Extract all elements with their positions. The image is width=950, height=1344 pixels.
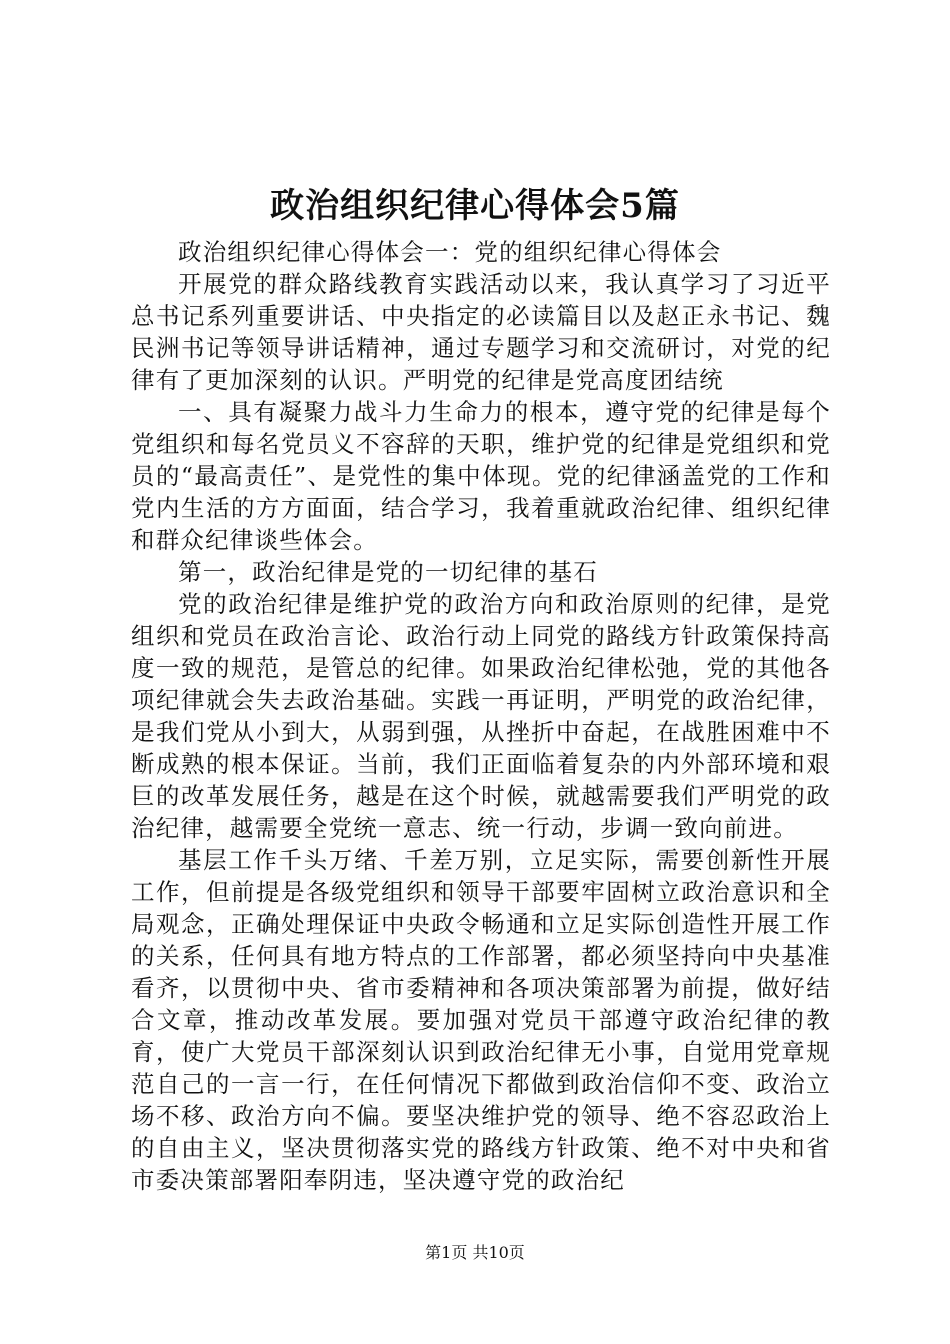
document-title: 政治组织纪律心得体会5篇 [270, 186, 680, 226]
paragraph-subtitle: 政治组织纪律心得体会一：党的组织纪律心得体会 [178, 238, 722, 266]
paragraph-grassroots-work: 基层工作千头万绪、千差万别，立足实际，需要创新性开展工作，但前提是各级党组织和领导干部要牢固树立政治意识和全局观念，正确处理保证中央政令畅通和立足实际创造性开展工作的关系，任何具有地方特点的工作部署，都必须坚持向中央基准看齐，以贯彻中央、省市委精神和各项决策部署为前提，做好结合文章，推动改革发展。要加强对党员干部遵守政治纪律的教育，使广大党员干部深刻认识到政治纪律无小事，自觉用党章规范自己的一言一行，在任何情况下都做到政治信仰不变、政治立场不移、政治方向不偏。要坚决维护党的领导、绝不容忍政治上的自由主义，坚决贯彻落实党的路线方针政策、绝不对中央和省市委决策部署阳奉阴违，坚决遵守党的政治纪 [131, 846, 831, 1194]
document-body [131, 236, 831, 1196]
paragraph-political-discipline: 党的政治纪律是维护党的政治方向和政治原则的纪律，是党组织和党员在政治言论、政治行动上同党的路线方针政策保持高度一致的规范，是管总的纪律。如果政治纪律松弛，党的其他各项纪律就会失去政治基础。实践一再证明，严明党的政治纪律，是我们党从小到大，从弱到强，从挫折中奋起，在战胜困难中不断成熟的根本保证。当前，我们正面临着复杂的内外部环境和艰巨的改革发展任务，越是在这个时候，就越需要我们严明党的政治纪律，越需要全党统一意志、统一行动，步调一致向前进。 [131, 590, 831, 842]
page-number-footer: 第1页 共10页 [425, 1243, 525, 1262]
paragraph-heading-first: 第一，政治纪律是党的一切纪律的基石 [178, 558, 598, 586]
paragraph-section-one: 一、具有凝聚力战斗力生命力的根本，遵守党的纪律是每个党组织和每名党员义不容辞的天职，维护党的纪律是党组织和党员的“最高责任”、是党性的集中体现。党的纪律涵盖党的工作和党内生活的方方面面，结合学习，我着重就政治纪律、组织纪律和群众纪律谈些体会。 [131, 398, 831, 554]
paragraph-intro: 开展党的群众路线教育实践活动以来，我认真学习了习近平总书记系列重要讲话、中央指定的必读篇目以及赵正永书记、魏民洲书记等领导讲话精神，通过专题学习和交流研讨，对党的纪律有了更加深刻的认识。严明党的纪律是党高度团结统 [131, 270, 831, 394]
